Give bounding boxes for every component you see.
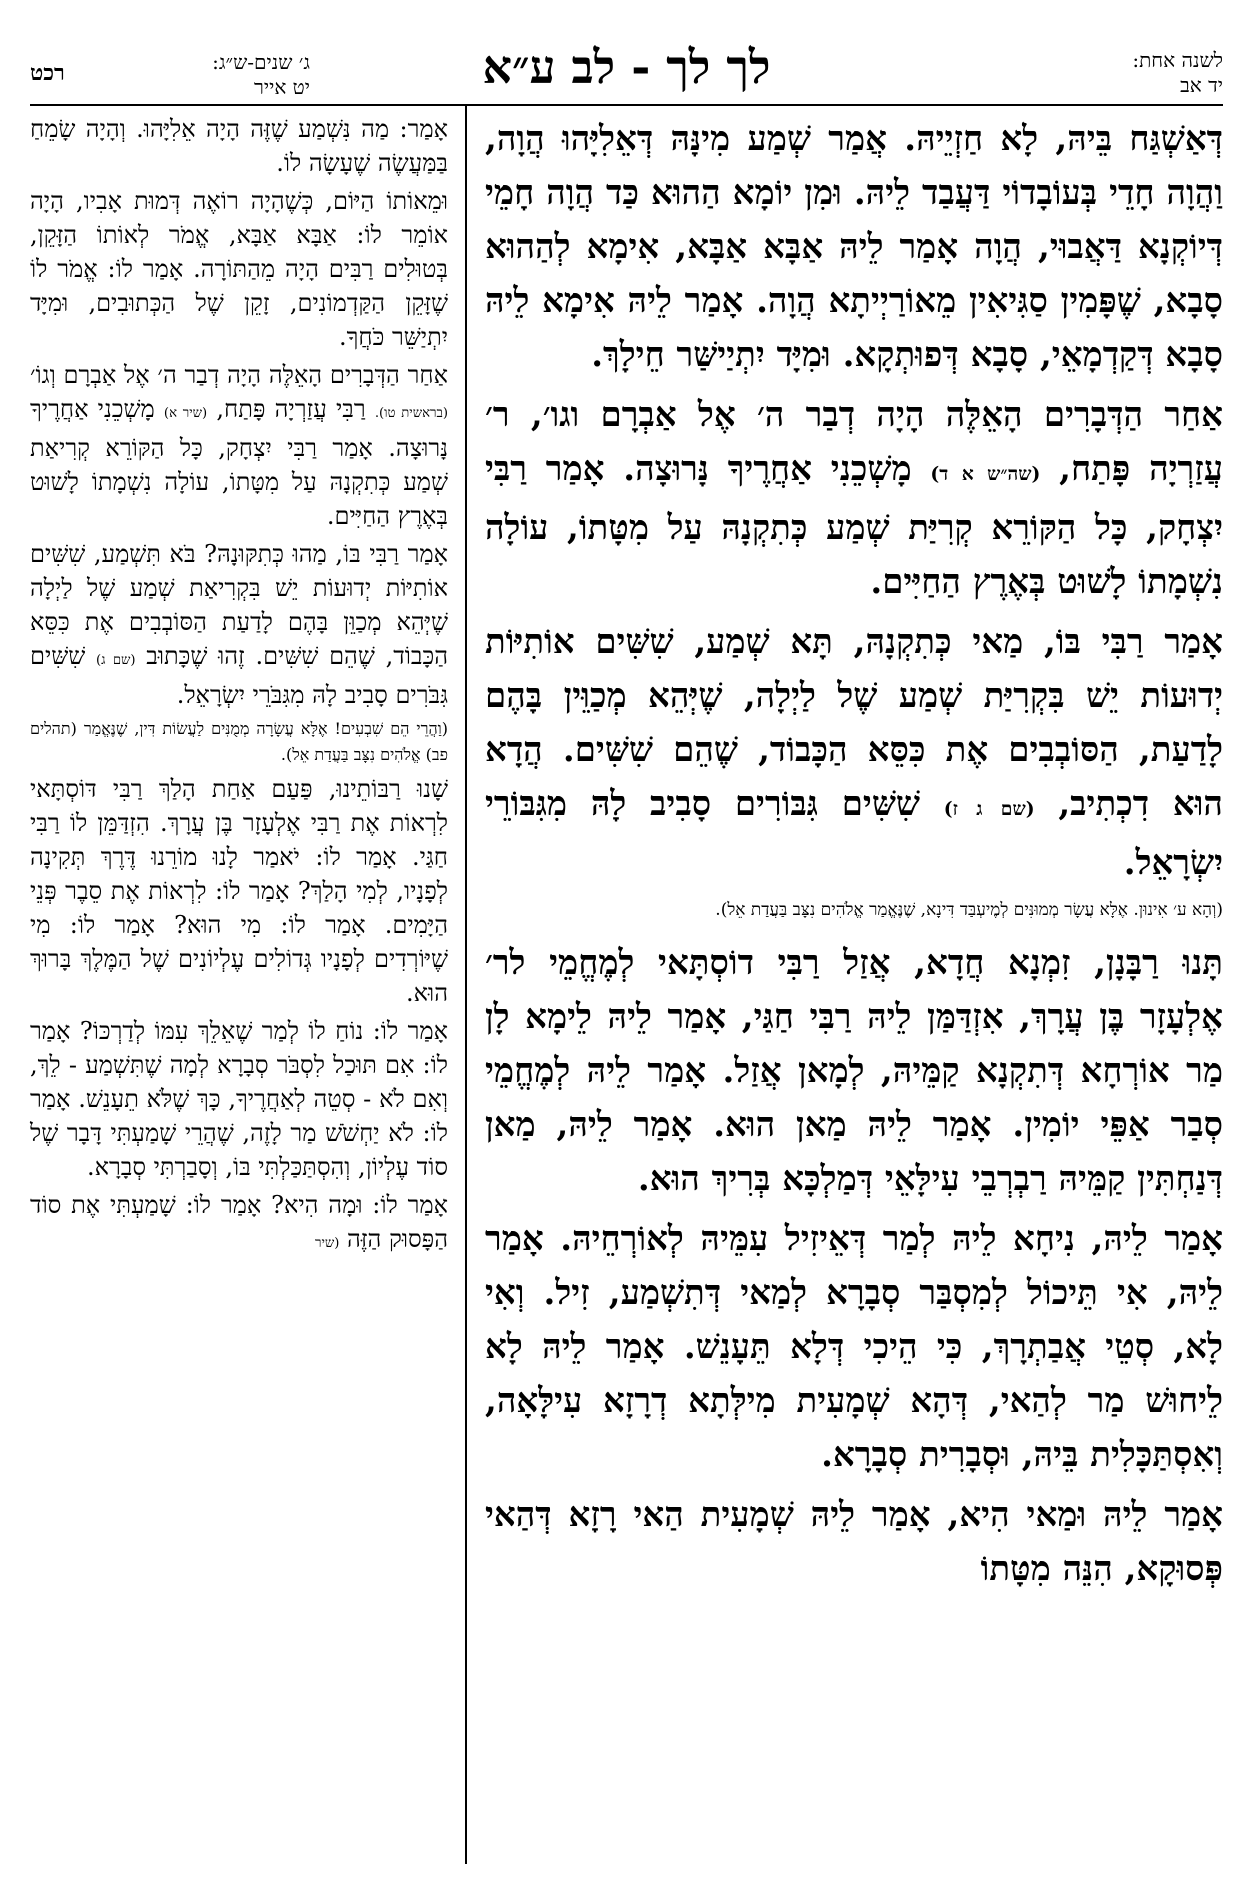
main-text-2: אַחַר הַדְּבָרִים הָאֵלֶּה הָיָה דְבַר ה׳ אֶל אַבְרָם וגו׳, ר׳ עֲזַרְיָה פָּתַח, (485, 395, 1223, 489)
main-paragraph-2 (485, 388, 1223, 609)
page-number: רכט (30, 60, 65, 86)
main-column (485, 112, 1223, 1602)
side-paragraph-2: וּמֵאוֹתוֹ הַיּוֹם, כְּשֶׁהָיָה רוֹאֶה דְּמוּת אָבִיו, הָיָה אוֹמֵר לוֹ: אַבָּא אַבָּא, אֱמֹר לְאוֹתוֹ הַזָּקֵן, בְּטוּלִים רַבִּים הָיָה מֵהַתּוֹרָה. אָמַר לוֹ: אֱמֹר לוֹ שֶׁזָּקֵן הַקַּדְמוֹנִים, זָקֵן שֶׁל הַכְּתוּבִים, וּמִיָּד יִתְיַשֵּׁר כֹּחֲךָ. (30, 187, 448, 351)
side-text-3c: מָשְׁכֵנִי אַחֲרֶיךָ נָּרוּצָה. אָמַר רַבִּי יִצְחָק, כָּל הַקּוֹרֵא קְרִיאַת שְׁמַע כְּתִקְנָהּ עַל מִטָּתוֹ, עוֹלָה נִשְׁמָתוֹ לָשׁוּט בְּאֶרֶץ הַחַיִּים. (30, 395, 448, 530)
main-text-4: תָּנוּ רַבָּנָן, זִמְנָא חֲדָא, אֲזַל רַבִּי דוֹסְתָּאי לְמֶחֱמֵי לר׳ אֶלְעָזָר בֶּן עֲרָךְ, אִזְדַּמַּן לֵיהּ רַבִּי חַגַּי, אָמַר לֵיהּ לֵימָא לָן מַר אוֹרְחָא דְּתִקְנָא קַמֵּיהּ, לְמָאן אֲזַל. אָמַר לֵיהּ לְמֶחֱמֵי סְבַר אַפֵּי יוֹמִין. אָמַר לֵיהּ מַאן הוּא. אָמַר לֵיהּ, מַאן דְּנַחְתִּין קַמֵּיהּ רַבְרְבֵי עִילָּאֵי דְּמַלְכָּא בְּרִיךְ הוּא. (485, 943, 1224, 1199)
main-paragraph-1 (485, 112, 1223, 382)
main-note: (וְהָא ע׳ אִינוּן. אֶלָּא עֲשָׂר מְמוּנִּים לְמֶיעְבַּד דִּינָא, שֶׁנֶּאֱמַר אֱלֹהִים נִצָּב בַּעֲדַת אֵל). (715, 900, 1223, 920)
side-paragraph-6: אָמַר לוֹ: נוֹחַ לוֹ לְמַר שֶׁאֵלֵךְ עִמּוֹ לְדַרְכּוֹ? אָמַר לוֹ: אִם תּוּכַל לִסְבֹּר סְבָרָא לְמָה שֶׁתִּשְׁמַע - לֵךְ, וְאִם לֹא - סְטֵה לְאַחֲרֶיךָ, כָּךְ שֶׁלֹּא תֵעָנֵשׁ. אָמַר לוֹ: לֹא יַחְשֹׁשׁ מַר לָזֶה, שֶׁהֲרֵי שָׁמַעְתִּי דָּבָר שֶׁל סוֹד עֶלְיוֹן, וְהִסְתַּכַּלְתִּי בּוֹ, וְסָבַרְתִּי סְבָרָא. (30, 1017, 448, 1181)
main-text-1: דְּאַשְׁגַּח בֵּיהּ, לָא חַזְיֵיהּ. אֲמַר שְׁמַע מִינָּהּ דְּאֵלִיָּהוּ הֲוָה, וַהֲוָה חָדֵי בְּעוֹבָדוֹי דַּעֲבַד לֵיהּ. וּמִן יוֹמָא הַהוּא כַּד הֲוָה חָמֵי דְּיוֹקְנָא דַּאֲבוּי, הֲוָה אָמַר לֵיהּ אַבָּא אַבָּא, אִימָא לְהַהוּא סָבָא, שֶׁפָּמִין סַגִּיאִין מֵאוֹרַיְיתָא הֲוָה. אָמַר לֵיהּ אִימָא לֵיהּ סָבָא דְּקַדְמָאֵי, סָבָא דְּפוּתְקָא. וּמִיָּד יִתְיַישַּׁר חֵילָךְ. (485, 119, 1223, 375)
side-column (30, 112, 448, 1265)
side-paragraph-3 (30, 358, 448, 533)
side-paragraph-5: שָׁנוּ רַבּוֹתֵינוּ, פַּעַם אַחַת הָלַךְ רַבִּי דּוֹסְתָּאי לִרְאוֹת אֶת רַבִּי אֶלְעָזָר בֶּן עֲרָךְ. הִזְדַּמֵּן לוֹ רַבִּי חַגַּי. אָמַר לוֹ: יֹאמַר לָנוּ מוֹרֵנוּ דֶּרֶךְ תְּקִינָה לְפָנָיו, לְמִי הָלַךְ? אָמַר לוֹ: לִרְאוֹת אֶת סֵבֶר פְּנֵי הַיָּמִים. אָמַר לוֹ: מִי הוּא? אָמַר לוֹ: מִי שֶׁיּוֹרְדִים לְפָנָיו גְּדוֹלִים עֶלְיוֹנִים שֶׁל הַמֶּלֶךְ בָּרוּךְ הוּא. (30, 775, 448, 1007)
side-ref-7: (שיר (314, 1236, 340, 1251)
main-ref-3: (שם ג ז) (943, 798, 1035, 820)
main-text-6: אָמַר לֵיהּ וּמַאי הִיא, אָמַר לֵיהּ שְׁמָעִית הַאי רָזָא דְּהַאי פְּסוּקָא, הִנֵּה מִטָּתוֹ (485, 1495, 1223, 1589)
main-text-2b: מָשְׁכֵנִי אַחֲרֶיךָ נָּרוּצָה. אָמַר רַבִּי יִצְחָק, כָּל הַקּוֹרֵא קְרִיַּת שְׁמַע כְּתִקְנָהּ עַל מִטָּתוֹ, עוֹלָה נִשְׁמָתוֹ לָשׁוּט בְּאֶרֶץ הַחַיִּים. (485, 449, 1223, 602)
page-title: לך לך - לב ע״א (482, 40, 771, 94)
header-date-left: יט אייר (254, 75, 310, 99)
header-years-left (130, 50, 310, 100)
main-paragraph-3 (485, 615, 1223, 890)
main-text-3: אָמַר רַבִּי בּוֹ, מַאי כְּתִקְנָהּ, תָּא שְׁמַע, שִׁשִּׁים אוֹתִיּוֹת יְדוּעוֹת יֵשׁ בִּקְרִיַּת שְׁמַע שֶׁל לַיְלָה, שֶׁיְּהֵא מְכַוֵּין בָּהֶם לָדַעַת, הַסּוֹבְבִים אֶת כִּסֵּא הַכָּבוֹד, שֶׁהֵם שִׁשִּׁים. הֲדָא הוּא דִכְתִיב, (485, 622, 1223, 824)
side-note: (וַהֲרֵי הֵם שִׁבְעִים! אֶלָּא עֲשָׂרָה מְמֻנִּים לַעֲשׂוֹת דִּין, שֶׁנֶּאֱמַר (תהלים פב) אֱלֹהִים נִצָּב בַּעֲדַת אֵל). (30, 719, 448, 764)
side-paragraph-1: אָמַר: מַה נִּשְׁמַע שֶׁזֶּה הָיָה אֵלִיָּהוּ. וְהָיָה שָׂמֵחַ בַּמַּעֲשֶׂה שֶׁעָשָׂה לוֹ. (30, 115, 448, 177)
side-text-4: אָמַר רַבִּי בּוֹ, מַהוּ כְּתִקּוּנָהּ? בֹּא תִּשְׁמַע, שִׁשִּׁים אוֹתִיּוֹת יְדוּעוֹת יֵשׁ בִּקְרִיאַת שְׁמַע שֶׁל לַיְלָה שֶׁיְּהֵא מְכַוֵּן בָּהֶם לָדַעַת הַסּוֹבְבִים אֶת כִּסֵּא הַכָּבוֹד, שֶׁהֵם שִׁשִּׁים. זֶהוּ שֶׁכָּתוּב (30, 540, 448, 670)
header-rule (30, 104, 1223, 106)
side-ref-3: (בראשית טו). (374, 406, 448, 421)
main-ref-2: (שה״ש א ד) (930, 463, 1041, 485)
main-text-3b: שִׁשִּׁים גִּבּוֹרִים סָבִיב לָהּ מִגִּבּוֹרֵי יִשְׂרָאֵל. (485, 784, 1223, 883)
header-year-label: לשנה אחת: (1132, 48, 1223, 72)
side-text-3b: רַבִּי עֲזַרְיָה פָּתַח, (216, 395, 366, 423)
main-paragraph-4 (485, 936, 1223, 1206)
side-paragraph-7 (30, 1188, 448, 1261)
side-paragraph-4 (30, 537, 448, 712)
main-paragraph-5 (485, 1212, 1223, 1482)
side-ref-3b: (שיר א) (163, 406, 208, 421)
side-ref-4: (שם ג) (96, 653, 136, 668)
side-text-7: אָמַר לוֹ: וּמָה הִיא? אָמַר לוֹ: שָׁמַעְתִּי אֶת סוֹד הַפָּסוּק הַזֶּה (30, 1191, 448, 1253)
header-years-label: ג׳ שנים-ש״ג: (212, 50, 310, 74)
column-divider (465, 106, 467, 1864)
main-text-5: אָמַר לֵיהּ, נִיחָא לֵיהּ לְמַר דְּאֵיזִיל עִמֵּיהּ לְאוֹרְחֵיהּ. אָמַר לֵיהּ, אִי תֵּיכוֹל לְמִסְבַּר סְבָרָא לְמַאי דְּתִשְׁמַע, זִיל. וְאִי לָא, סְטֵי אֲבַתְרָךְ, כִּי הֵיכִי דְּלָא תֵּעָנֵשׁ. אָמַר לֵיהּ לָא לֵיחוּשׁ מַר לְהַאי, דְּהָא שְׁמָעִית מִילְּתָא דְרָזָא עִילָּאָה, וְאִסְתַּכָּלִית בֵּיהּ, וּסְבָרִית סְבָרָא. (485, 1219, 1223, 1475)
main-paragraph-6 (485, 1488, 1223, 1596)
side-text-3: אַחַר הַדְּבָרִים הָאֵלֶּה הָיָה דְבַר ה׳ אֶל אַבְרָם וְגוֹ׳ (30, 361, 448, 389)
side-text-4b: שִׁשִּׁים גִּבֹּרִים סָבִיב לָהּ מִגִּבֹּרֵי יִשְׂרָאֵל. (30, 642, 448, 709)
header-date-right: יד אב (1180, 73, 1223, 97)
page-header (30, 40, 1223, 120)
